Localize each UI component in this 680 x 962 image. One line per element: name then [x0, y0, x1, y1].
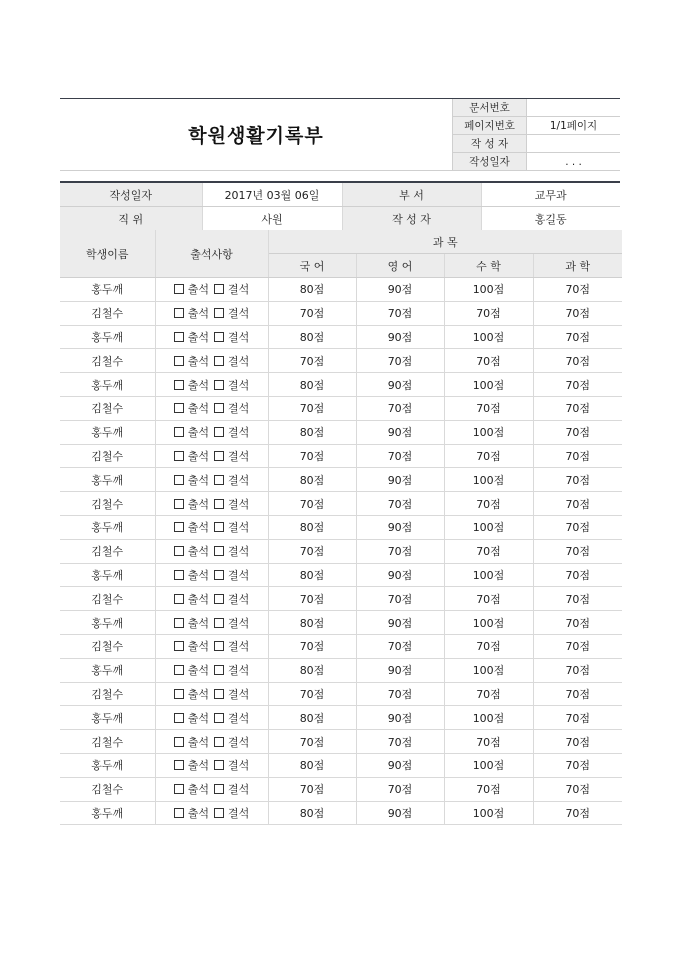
- present-label: 출석: [187, 521, 209, 535]
- present-checkbox[interactable]: [174, 308, 184, 318]
- attendance-cell: [155, 325, 268, 349]
- absent-checkbox[interactable]: [214, 641, 224, 651]
- score-math: 100점: [444, 420, 533, 444]
- present-checkbox[interactable]: [174, 475, 184, 485]
- score-math: 100점: [444, 706, 533, 730]
- attendance-cell: [155, 777, 268, 801]
- score-science: 70점: [533, 325, 622, 349]
- student-name: 김철수: [60, 587, 155, 611]
- score-science: 70점: [533, 301, 622, 325]
- absent-checkbox[interactable]: [214, 760, 224, 770]
- table-row: [60, 349, 622, 373]
- meta-label: 작 성 자: [453, 135, 527, 153]
- present-label: 출석: [187, 806, 209, 820]
- absent-label: 결석: [228, 354, 250, 368]
- attendance-cell: [155, 349, 268, 373]
- score-math: 70점: [444, 349, 533, 373]
- present-checkbox[interactable]: [174, 641, 184, 651]
- present-label: 출석: [187, 568, 209, 582]
- table-row: [60, 730, 622, 754]
- score-korean: 80점: [268, 611, 356, 635]
- score-english: 90점: [356, 658, 444, 682]
- attendance-cell: [155, 634, 268, 658]
- score-math: 70점: [444, 444, 533, 468]
- table-row: [60, 515, 622, 539]
- table-row: [60, 634, 622, 658]
- present-label: 출석: [187, 664, 209, 678]
- student-name: 홍두깨: [60, 420, 155, 444]
- score-korean: 80점: [268, 278, 356, 302]
- table-row: [60, 611, 622, 635]
- table-row: [60, 706, 622, 730]
- score-english: 70점: [356, 301, 444, 325]
- present-label: 출석: [187, 402, 209, 416]
- absent-label: 결석: [228, 711, 250, 725]
- table-row: [60, 563, 622, 587]
- score-science: 70점: [533, 278, 622, 302]
- score-math: 100점: [444, 611, 533, 635]
- score-korean: 80점: [268, 420, 356, 444]
- score-korean: 80점: [268, 801, 356, 825]
- score-english: 90점: [356, 801, 444, 825]
- header-divider: [60, 170, 620, 171]
- table-row: [60, 492, 622, 516]
- student-name: 홍두깨: [60, 801, 155, 825]
- attendance-cell: [155, 563, 268, 587]
- attendance-cell: [155, 706, 268, 730]
- score-korean: 70점: [268, 349, 356, 373]
- score-korean: 70점: [268, 730, 356, 754]
- meta-value: [527, 135, 620, 153]
- table-row: [60, 278, 622, 302]
- table-row: [60, 325, 622, 349]
- table-row: [60, 539, 622, 563]
- attendance-cell: [155, 373, 268, 397]
- score-math: 100점: [444, 373, 533, 397]
- score-english: 90점: [356, 611, 444, 635]
- table-row: [60, 468, 622, 492]
- attendance-cell: [155, 420, 268, 444]
- attendance-cell: [155, 301, 268, 325]
- author-value: 홍길동: [481, 207, 620, 231]
- score-english: 70점: [356, 539, 444, 563]
- score-korean: 80점: [268, 325, 356, 349]
- score-korean: 80점: [268, 658, 356, 682]
- absent-checkbox[interactable]: [214, 427, 224, 437]
- student-name: 홍두깨: [60, 706, 155, 730]
- present-checkbox[interactable]: [174, 427, 184, 437]
- attendance-cell: [155, 539, 268, 563]
- student-name: 김철수: [60, 777, 155, 801]
- score-korean: 70점: [268, 396, 356, 420]
- absent-label: 결석: [228, 640, 250, 654]
- attendance-cell: [155, 396, 268, 420]
- score-korean: 80점: [268, 563, 356, 587]
- score-math: 100점: [444, 468, 533, 492]
- table-row: [60, 801, 622, 825]
- present-checkbox[interactable]: [174, 546, 184, 556]
- score-korean: 70점: [268, 444, 356, 468]
- absent-checkbox[interactable]: [214, 665, 224, 675]
- score-english: 70점: [356, 682, 444, 706]
- position-value: 사원: [202, 207, 342, 231]
- student-name: 김철수: [60, 301, 155, 325]
- score-english: 90점: [356, 420, 444, 444]
- score-science: 70점: [533, 587, 622, 611]
- present-label: 출석: [187, 616, 209, 630]
- present-label: 출석: [187, 283, 209, 297]
- present-checkbox[interactable]: [174, 594, 184, 604]
- student-name: 김철수: [60, 634, 155, 658]
- meta-table: [452, 99, 620, 171]
- score-english: 90점: [356, 753, 444, 777]
- meta-label: 페이지번호: [453, 117, 527, 135]
- score-science: 70점: [533, 563, 622, 587]
- score-science: 70점: [533, 515, 622, 539]
- absent-label: 결석: [228, 568, 250, 582]
- student-name: 홍두깨: [60, 278, 155, 302]
- student-name: 홍두깨: [60, 515, 155, 539]
- present-label: 출석: [187, 497, 209, 511]
- header-subjects: 과 목: [268, 230, 622, 254]
- meta-label: 작성일자: [453, 153, 527, 171]
- table-row: [60, 777, 622, 801]
- present-label: 출석: [187, 354, 209, 368]
- present-label: 출석: [187, 592, 209, 606]
- student-name: 홍두깨: [60, 563, 155, 587]
- score-science: 70점: [533, 801, 622, 825]
- absent-checkbox[interactable]: [214, 689, 224, 699]
- score-korean: 80점: [268, 373, 356, 397]
- meta-row: [453, 135, 621, 153]
- score-science: 70점: [533, 539, 622, 563]
- dept-label: 부 서: [342, 182, 481, 207]
- score-math: 70점: [444, 396, 533, 420]
- table-row: [60, 682, 622, 706]
- score-korean: 70점: [268, 777, 356, 801]
- absent-checkbox[interactable]: [214, 380, 224, 390]
- student-name: 김철수: [60, 396, 155, 420]
- score-english: 70점: [356, 587, 444, 611]
- attendance-cell: [155, 682, 268, 706]
- score-korean: 80점: [268, 515, 356, 539]
- absent-checkbox[interactable]: [214, 499, 224, 509]
- present-checkbox[interactable]: [174, 332, 184, 342]
- student-name: 홍두깨: [60, 658, 155, 682]
- student-name: 김철수: [60, 349, 155, 373]
- score-english: 70점: [356, 730, 444, 754]
- absent-checkbox[interactable]: [214, 546, 224, 556]
- table-row: [60, 444, 622, 468]
- student-name: 홍두깨: [60, 468, 155, 492]
- score-math: 70점: [444, 587, 533, 611]
- header-name: 학생이름: [60, 230, 155, 278]
- absent-checkbox[interactable]: [214, 403, 224, 413]
- student-name: 김철수: [60, 730, 155, 754]
- score-math: 100점: [444, 801, 533, 825]
- absent-label: 결석: [228, 616, 250, 630]
- meta-label: 문서번호: [453, 99, 527, 117]
- present-checkbox[interactable]: [174, 499, 184, 509]
- score-math: 100점: [444, 658, 533, 682]
- score-english: 90점: [356, 325, 444, 349]
- absent-checkbox[interactable]: [214, 594, 224, 604]
- present-label: 출석: [187, 735, 209, 749]
- score-english: 70점: [356, 492, 444, 516]
- attendance-cell: [155, 753, 268, 777]
- table-row: [60, 396, 622, 420]
- score-science: 70점: [533, 730, 622, 754]
- present-checkbox[interactable]: [174, 665, 184, 675]
- attendance-cell: [155, 611, 268, 635]
- header-science: 과 학: [533, 254, 622, 278]
- score-math: 70점: [444, 492, 533, 516]
- present-label: 출석: [187, 449, 209, 463]
- absent-checkbox[interactable]: [214, 522, 224, 532]
- score-science: 70점: [533, 682, 622, 706]
- absent-checkbox[interactable]: [214, 451, 224, 461]
- absent-label: 결석: [228, 735, 250, 749]
- present-checkbox[interactable]: [174, 808, 184, 818]
- score-korean: 80점: [268, 753, 356, 777]
- score-korean: 70점: [268, 682, 356, 706]
- student-name: 김철수: [60, 444, 155, 468]
- table-row: [60, 420, 622, 444]
- absent-label: 결석: [228, 783, 250, 797]
- score-science: 70점: [533, 777, 622, 801]
- header-korean: 국 어: [268, 254, 356, 278]
- info-table: [60, 181, 620, 231]
- present-checkbox[interactable]: [174, 380, 184, 390]
- date-value: 2017년 03월 06일: [202, 182, 342, 207]
- absent-checkbox[interactable]: [214, 570, 224, 580]
- absent-checkbox[interactable]: [214, 713, 224, 723]
- score-math: 100점: [444, 563, 533, 587]
- table-row: [60, 301, 622, 325]
- absent-label: 결석: [228, 806, 250, 820]
- absent-label: 결석: [228, 497, 250, 511]
- present-checkbox[interactable]: [174, 356, 184, 366]
- score-korean: 70점: [268, 587, 356, 611]
- absent-checkbox[interactable]: [214, 356, 224, 366]
- score-math: 70점: [444, 634, 533, 658]
- dept-value: 교무과: [481, 182, 620, 207]
- absent-checkbox[interactable]: [214, 784, 224, 794]
- absent-label: 결석: [228, 283, 250, 297]
- student-name: 홍두깨: [60, 753, 155, 777]
- present-label: 출석: [187, 426, 209, 440]
- table-row: [60, 658, 622, 682]
- score-science: 70점: [533, 396, 622, 420]
- score-math: 70점: [444, 777, 533, 801]
- score-math: 100점: [444, 753, 533, 777]
- student-name: 김철수: [60, 492, 155, 516]
- meta-value: . . .: [527, 153, 620, 171]
- score-english: 90점: [356, 706, 444, 730]
- score-english: 90점: [356, 278, 444, 302]
- score-math: 70점: [444, 301, 533, 325]
- score-math: 100점: [444, 325, 533, 349]
- attendance-cell: [155, 515, 268, 539]
- absent-checkbox[interactable]: [214, 475, 224, 485]
- score-science: 70점: [533, 420, 622, 444]
- meta-value: 1/1페이지: [527, 117, 620, 135]
- present-label: 출석: [187, 783, 209, 797]
- score-korean: 70점: [268, 301, 356, 325]
- score-science: 70점: [533, 753, 622, 777]
- absent-label: 결석: [228, 687, 250, 701]
- table-row: [60, 753, 622, 777]
- score-english: 70점: [356, 634, 444, 658]
- attendance-cell: [155, 730, 268, 754]
- present-label: 출석: [187, 378, 209, 392]
- meta-row: [453, 99, 621, 117]
- score-english: 90점: [356, 373, 444, 397]
- meta-value: [527, 99, 620, 117]
- present-checkbox[interactable]: [174, 760, 184, 770]
- attendance-cell: [155, 444, 268, 468]
- present-checkbox[interactable]: [174, 570, 184, 580]
- score-science: 70점: [533, 706, 622, 730]
- absent-checkbox[interactable]: [214, 284, 224, 294]
- present-label: 출석: [187, 687, 209, 701]
- score-science: 70점: [533, 658, 622, 682]
- attendance-cell: [155, 468, 268, 492]
- score-science: 70점: [533, 373, 622, 397]
- absent-checkbox[interactable]: [214, 618, 224, 628]
- header-attendance: 출석사항: [155, 230, 268, 278]
- score-english: 70점: [356, 396, 444, 420]
- present-label: 출석: [187, 759, 209, 773]
- present-checkbox[interactable]: [174, 713, 184, 723]
- present-label: 출석: [187, 307, 209, 321]
- score-korean: 70점: [268, 634, 356, 658]
- score-english: 70점: [356, 349, 444, 373]
- header-english: 영 어: [356, 254, 444, 278]
- attendance-cell: [155, 801, 268, 825]
- table-row: [60, 587, 622, 611]
- student-name: 홍두깨: [60, 373, 155, 397]
- absent-label: 결석: [228, 402, 250, 416]
- student-name: 김철수: [60, 682, 155, 706]
- present-checkbox[interactable]: [174, 618, 184, 628]
- student-name: 김철수: [60, 539, 155, 563]
- present-label: 출석: [187, 545, 209, 559]
- absent-label: 결석: [228, 378, 250, 392]
- meta-row: [453, 153, 621, 171]
- absent-label: 결석: [228, 473, 250, 487]
- score-science: 70점: [533, 611, 622, 635]
- present-checkbox[interactable]: [174, 689, 184, 699]
- present-checkbox[interactable]: [174, 284, 184, 294]
- score-math: 70점: [444, 682, 533, 706]
- meta-row: [453, 117, 621, 135]
- present-label: 출석: [187, 711, 209, 725]
- absent-checkbox[interactable]: [214, 308, 224, 318]
- score-korean: 70점: [268, 539, 356, 563]
- present-label: 출석: [187, 640, 209, 654]
- table-row: [60, 373, 622, 397]
- attendance-cell: [155, 492, 268, 516]
- record-table: [60, 230, 622, 825]
- absent-label: 결석: [228, 592, 250, 606]
- document-title: 학원생활기록부: [188, 124, 324, 147]
- score-english: 90점: [356, 563, 444, 587]
- present-checkbox[interactable]: [174, 737, 184, 747]
- absent-label: 결석: [228, 307, 250, 321]
- score-english: 90점: [356, 515, 444, 539]
- score-math: 70점: [444, 730, 533, 754]
- score-science: 70점: [533, 634, 622, 658]
- score-science: 70점: [533, 444, 622, 468]
- score-korean: 80점: [268, 706, 356, 730]
- score-science: 70점: [533, 468, 622, 492]
- score-science: 70점: [533, 349, 622, 373]
- score-math: 70점: [444, 539, 533, 563]
- absent-label: 결석: [228, 521, 250, 535]
- absent-label: 결석: [228, 426, 250, 440]
- date-label: 작성일자: [60, 182, 202, 207]
- student-name: 홍두깨: [60, 325, 155, 349]
- absent-label: 결석: [228, 545, 250, 559]
- student-name: 홍두깨: [60, 611, 155, 635]
- present-checkbox[interactable]: [174, 522, 184, 532]
- position-label: 직 위: [60, 207, 202, 231]
- score-english: 70점: [356, 777, 444, 801]
- absent-label: 결석: [228, 449, 250, 463]
- author-label: 작 성 자: [342, 207, 481, 231]
- score-science: 70점: [533, 492, 622, 516]
- score-math: 100점: [444, 278, 533, 302]
- absent-label: 결석: [228, 664, 250, 678]
- present-checkbox[interactable]: [174, 784, 184, 794]
- absent-checkbox[interactable]: [214, 332, 224, 342]
- absent-label: 결석: [228, 759, 250, 773]
- attendance-cell: [155, 658, 268, 682]
- score-math: 100점: [444, 515, 533, 539]
- attendance-cell: [155, 278, 268, 302]
- header-math: 수 학: [444, 254, 533, 278]
- present-checkbox[interactable]: [174, 451, 184, 461]
- present-checkbox[interactable]: [174, 403, 184, 413]
- score-english: 90점: [356, 468, 444, 492]
- score-korean: 70점: [268, 492, 356, 516]
- absent-checkbox[interactable]: [214, 737, 224, 747]
- attendance-cell: [155, 587, 268, 611]
- score-english: 70점: [356, 444, 444, 468]
- absent-label: 결석: [228, 330, 250, 344]
- score-korean: 80점: [268, 468, 356, 492]
- present-label: 출석: [187, 330, 209, 344]
- present-label: 출석: [187, 473, 209, 487]
- absent-checkbox[interactable]: [214, 808, 224, 818]
